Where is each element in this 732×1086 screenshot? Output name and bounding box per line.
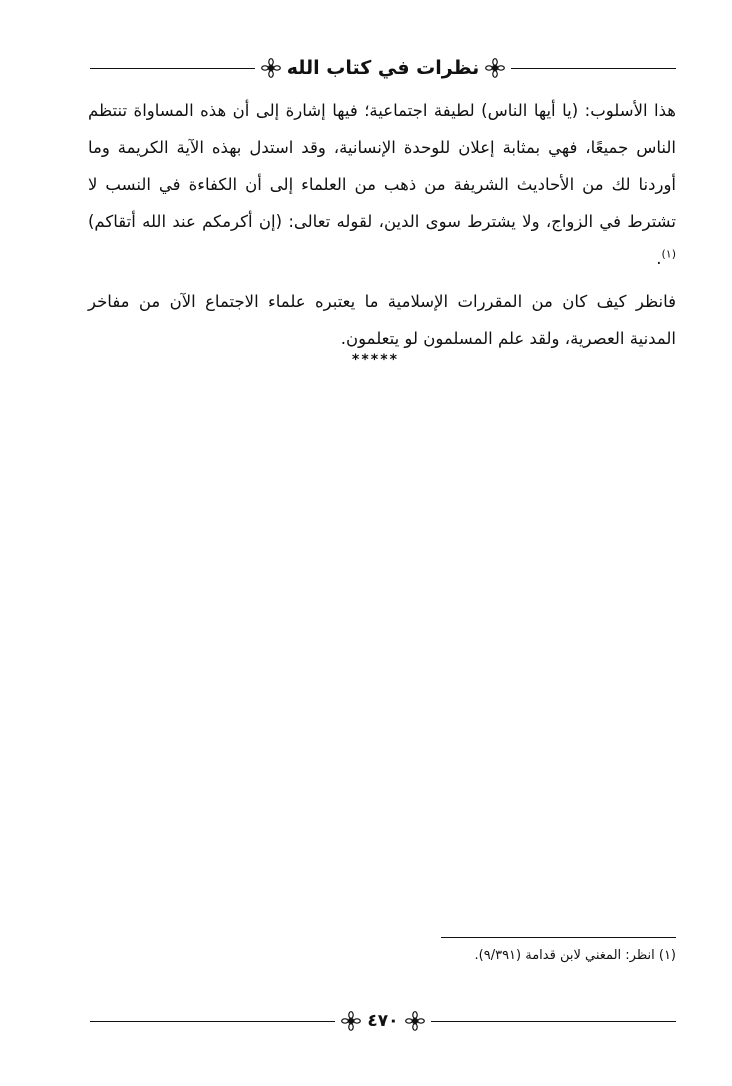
floral-ornament-icon xyxy=(261,58,281,78)
floral-ornament-icon xyxy=(341,1011,361,1031)
paragraph xyxy=(88,92,676,277)
page-number: ٤٧٠ xyxy=(367,1011,399,1031)
paragraph xyxy=(88,283,676,357)
footnote-reference[interactable]: (١) xyxy=(661,247,676,261)
page-number-group xyxy=(335,1011,430,1031)
header-rule-left xyxy=(90,68,255,69)
footnote: (١) انظر: المغني لابن قدامة (٩/٣٩١). xyxy=(474,948,676,963)
page-footer xyxy=(90,1007,676,1035)
running-header xyxy=(90,52,676,84)
main-text xyxy=(88,92,676,357)
floral-ornament-icon xyxy=(485,58,505,78)
section-separator: ***** xyxy=(351,352,399,368)
paragraph-end: . xyxy=(656,249,662,268)
header-rule-right xyxy=(511,68,676,69)
footer-rule-right xyxy=(431,1021,676,1022)
footer-rule-left xyxy=(90,1021,335,1022)
floral-ornament-icon xyxy=(405,1011,425,1031)
header-title-group xyxy=(255,57,512,79)
paragraph-text: هذا الأسلوب: (يا أيها الناس) لطيفة اجتماعية؛ فيها إشارة إلى أن هذه المساواة تنتظم الناس جميعًا، فهي بمثابة إعلان للوحدة الإنسانية، وقد استدل بهذه الآية الكريمة وما أوردنا لك من الأحاديث الشريفة من ذهب من العلماء إلى أن الكفاءة في النسب لا تشترط في الزواج، ولا يشترط سوى الدين، لقوله تعالى: (إن أكرمكم عند الله أتقاكم) xyxy=(88,101,676,231)
book-title: نظرات في كتاب الله xyxy=(286,57,480,79)
footnote-rule xyxy=(441,937,676,938)
paragraph-text: فانظر كيف كان من المقررات الإسلامية ما يعتبره علماء الاجتماع الآن من مفاخر المدنية العصرية، ولقد علم المسلمون لو يتعلمون. xyxy=(88,292,676,348)
